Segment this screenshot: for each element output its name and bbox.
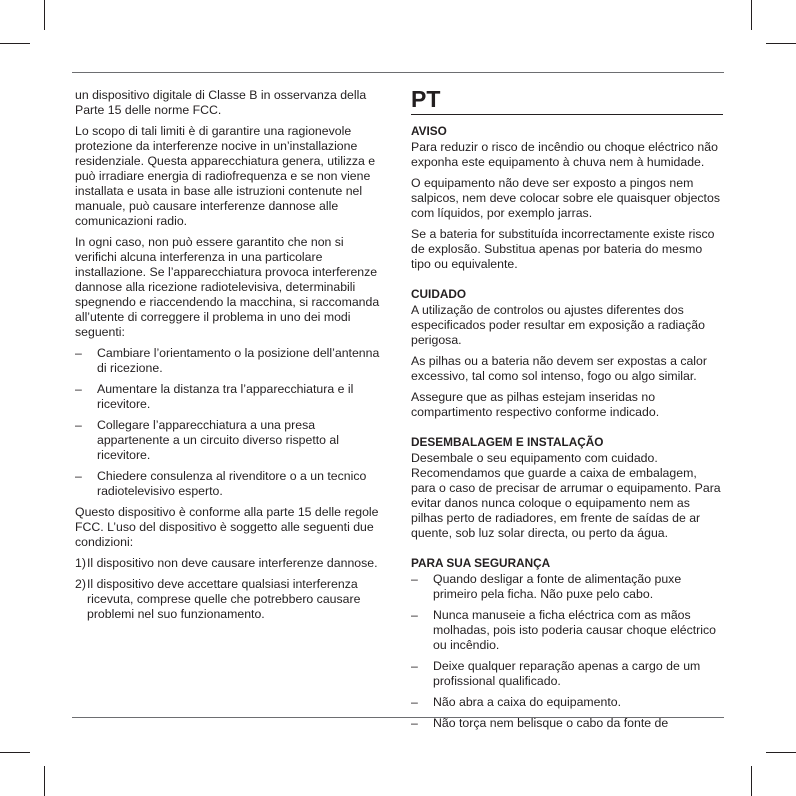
aviso-paragraph: Se a bateria for substituída incorrectamente existe risco de explosão. Substitua apenas por bateria do mesmo tipo ou equivalente. — [411, 227, 715, 271]
language-heading: PT — [411, 88, 723, 115]
dash-marker: – — [75, 346, 82, 360]
cuidado-section — [411, 287, 723, 420]
conditions-list — [75, 556, 385, 622]
right-column — [411, 88, 723, 746]
dash-marker: – — [411, 572, 418, 586]
cuidado-title: CUIDADO — [411, 287, 467, 301]
desembalagem-paragraph: Desembale o seu equipamento com cuidado. Recomendamos que guarde a caixa de embalagem, para o caso de precisar de arrumar o equipamento. Para evitar danos nunca coloque o equipamento nem as pilhas perto de radiadores, em frente de saídas de ar quente, sob luz solar directa, ou perto da água. — [411, 451, 721, 540]
aviso-paragraph: Para reduzir o risco de incêndio ou choque eléctrico não exponha este equipamento à chuva nem à humidade. — [411, 140, 718, 169]
desembalagem-title: DESEMBALAGEM E INSTALAÇÃO — [411, 435, 604, 449]
fcc-compliance-paragraph: Questo dispositivo è conforme alla parte 15 delle regole FCC. L’uso del dispositivo è soggetto alle seguenti due condizioni: — [75, 505, 379, 549]
left-column — [75, 88, 385, 628]
crop-mark-bottom-right-h — [766, 752, 796, 753]
cuidado-paragraph: A utilização de controlos ou ajustes diferentes dos especificados poder resultar em exposição a radiação perigosa. — [411, 303, 705, 347]
dash-marker: – — [411, 695, 418, 709]
list-item: – Collegare l’apparecchiatura a una presa appartenente a un circuito diverso rispetto al ricevitore. — [75, 418, 339, 462]
dash-marker: – — [75, 418, 82, 432]
list-item: – Nunca manuseie a ficha eléctrica com as mãos molhadas, pois isto poderia causar choque eléctrico ou incêndio. — [411, 608, 716, 652]
dash-marker: – — [411, 608, 418, 622]
list-item: – Quando desligar a fonte de alimentação puxe primeiro pela ficha. Não puxe pelo cabo. — [411, 572, 682, 601]
cuidado-paragraph: As pilhas ou a bateria não devem ser expostas a calor excessivo, tal como sol intenso, fogo ou algo similar. — [411, 354, 707, 383]
crop-mark-top-left-h — [0, 43, 30, 44]
remedy-list — [75, 346, 385, 499]
aviso-section — [411, 124, 723, 272]
number-marker: 1) — [75, 556, 86, 570]
crop-mark-top-right-h — [766, 43, 796, 44]
desembalagem-section — [411, 435, 723, 541]
list-item: 1) Il dispositivo non deve causare interferenze dannose. — [75, 556, 378, 570]
top-rule — [72, 72, 724, 73]
list-item: – Não torça nem belisque o cabo da fonte de — [411, 716, 669, 730]
seguranca-title: PARA SUA SEGURANÇA — [411, 556, 551, 570]
crop-mark-top-right — [751, 0, 752, 30]
aviso-title: AVISO — [411, 124, 447, 138]
safety-list — [411, 572, 723, 731]
list-item: – Não abra a caixa do equipamento. — [411, 695, 621, 709]
crop-mark-bottom-right — [751, 766, 752, 796]
dash-marker: – — [411, 716, 418, 730]
list-item: – Chiedere consulenza al rivenditore o a un tecnico radiotelevisivo esperto. — [75, 469, 367, 498]
cuidado-paragraph: Assegure que as pilhas estejam inseridas no compartimento respectivo conforme indicado. — [411, 390, 660, 419]
list-item: 2) Il dispositivo deve accettare qualsiasi interferenza ricevuta, comprese quelle che potrebbero causare problemi nel suo funzionamento. — [75, 577, 361, 621]
dash-marker: – — [411, 659, 418, 673]
list-item: – Aumentare la distanza tra l’apparecchiatura e il ricevitore. — [75, 382, 354, 411]
crop-mark-bottom-left — [44, 766, 45, 796]
interference-paragraph: In ogni caso, non può essere garantito che non si verifichi alcuna interferenza in una particolare installazione. Se l’apparecchiatura provoca interferenze dannose alla ricezione radiotelevisiva, determinabili spegnendo e riaccendendo la macchina, si raccomanda all’utente di correggere il problema in uno dei modi seguenti: — [75, 235, 380, 339]
dash-marker: – — [75, 469, 82, 483]
number-marker: 2) — [75, 577, 86, 591]
seguranca-section — [411, 556, 723, 731]
crop-mark-bottom-left-h — [0, 752, 30, 753]
list-item: – Deixe qualquer reparação apenas a cargo de um profissional qualificado. — [411, 659, 701, 688]
fcc-intro-paragraph: un dispositivo digitale di Classe B in osservanza della Parte 15 delle norme FCC. — [75, 88, 367, 117]
dash-marker: – — [75, 382, 82, 396]
limits-paragraph: Lo scopo di tali limiti è di garantire una ragionevole protezione da interferenze nocive in un’installazione residenziale. Questa apparecchiatura genera, utilizza e può irradiare energia di radiofrequenza e se non viene installata e usata in base alle istruzioni contenute nel manuale, può causare interferenze dannose alle comunicazioni radio. — [75, 124, 376, 228]
list-item: – Cambiare l’orientamento o la posizione dell’antenna di ricezione. — [75, 346, 380, 375]
crop-mark-top-left — [44, 0, 45, 30]
aviso-paragraph: O equipamento não deve ser exposto a pingos nem salpicos, nem deve colocar sobre ele quaisquer objectos com líquidos, por exemplo jarras. — [411, 176, 720, 220]
